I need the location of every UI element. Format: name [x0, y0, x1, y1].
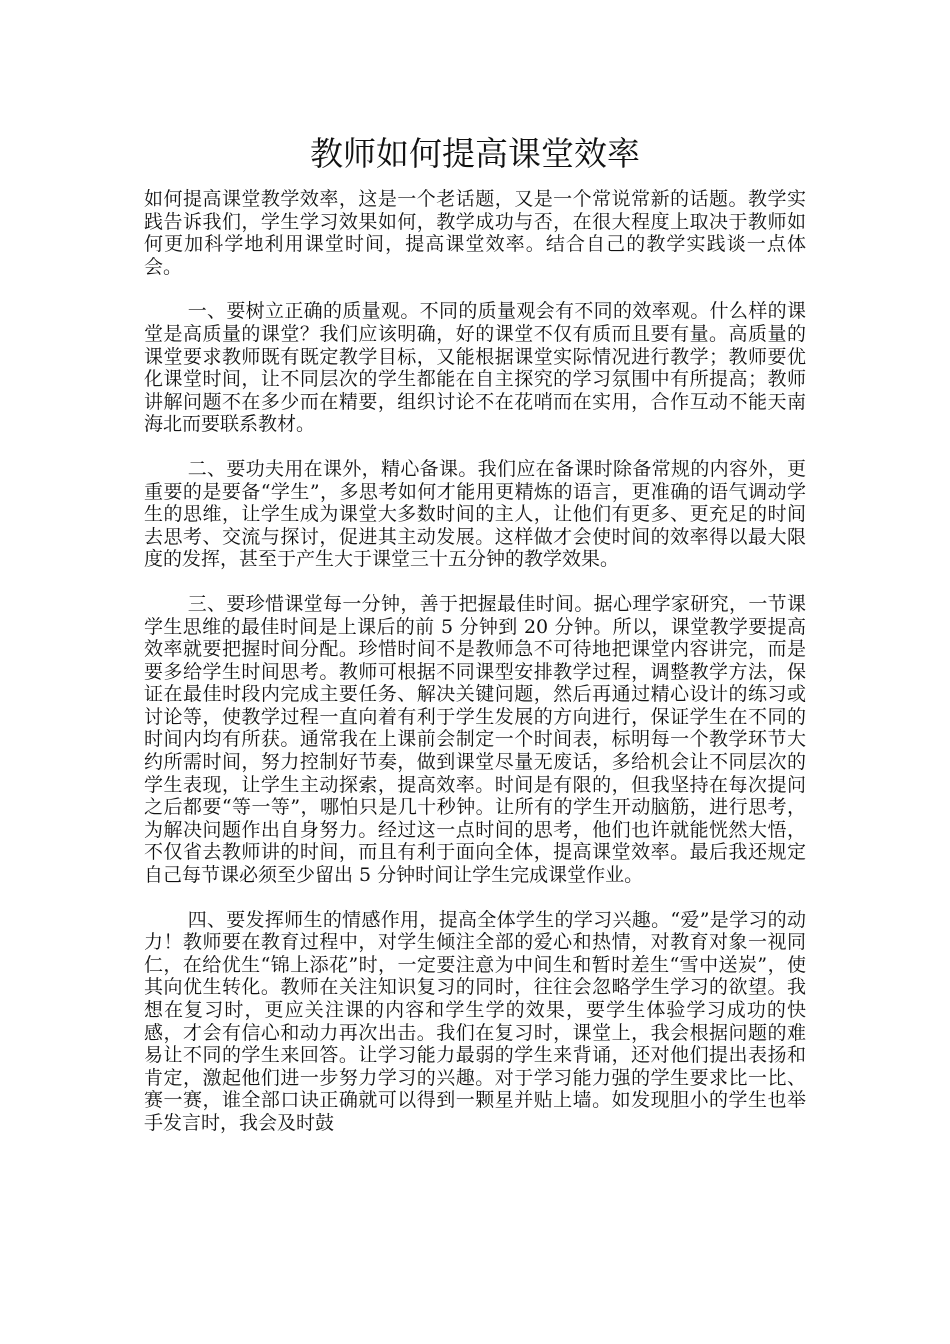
paragraph-point-three: 三、要珍惜课堂每一分钟，善于把握最佳时间。据心理学家研究，一节课学生思维的最佳时间是上课后的前 5 分钟到 20 分钟。所以，课堂教学要提高效率就要把握时间分配。珍惜时间不是教师急不可待地把课堂内容讲完，而是要多给学生时间思考。教师可根据不同课型安排教学过程，调整教学方法，保证在最佳时段内完成主要任务、解决关键问题，然后再通过精心设计的练习或讨论等，使教学过程一直向着有利于学生发展的方向进行，保证学生在不同的时间内均有所获。通常我在上课前会制定一个时间表，标明每一个教学环节大约所需时间，努力控制好节奏，做到课堂尽量无废话，多给机会让不同层次的学生表现，让学生主动探索，提高效率。时间是有限的，但我坚持在每次提问之后都要“等一等”，哪怕只是几十秒钟。让所有的学生开动脑筋，进行思考，为解决问题作出自身努力。经过这一点时间的思考，他们也许就能恍然大悟，不仅省去教师讲的时间，而且有利于面向全体，提高课堂效率。最后我还规定自己每节课必须至少留出 5 分钟时间让学生完成课堂作业。	[144, 592, 806, 887]
document-title: 教师如何提高课堂效率	[310, 134, 640, 173]
paragraph-intro: 如何提高课堂教学效率，这是一个老话题，又是一个常说常新的话题。教学实践告诉我们，学生学习效果如何，教学成功与否，在很大程度上取决于教师如何更加科学地利用课堂时间，提高课堂效率。结合自己的教学实践谈一点体会。	[144, 188, 806, 278]
paragraph-point-one: 一、要树立正确的质量观。不同的质量观会有不同的效率观。什么样的课堂是高质量的课堂？我们应该明确，好的课堂不仅有质而且要有量。高质量的课堂要求教师既有既定教学目标，又能根据课堂实际情况进行教学；教师要优化课堂时间，让不同层次的学生都能在自主探究的学习氛围中有所提高；教师讲解问题不在多少而在精要，组织讨论不在花哨而在实用，合作互动不能天南海北而要联系教材。	[144, 300, 806, 436]
paragraph-point-four: 四、要发挥师生的情感作用，提高全体学生的学习兴趣。“爱”是学习的动力！教师要在教育过程中，对学生倾注全部的爱心和热情，对教育对象一视同仁，在给优生“锦上添花”时，一定要注意为中间生和暂时差生“雪中送炭”，使其向优生转化。教师在关注知识复习的同时，往往会忽略学生学习的欲望。我想在复习时，更应关注课的内容和学生学的效果，要学生体验学习成功的快感，才会有信心和动力再次出击。我们在复习时，课堂上，我会根据问题的难易让不同的学生来回答。让学习能力最弱的学生来背诵，还对他们提出表扬和肯定，激起他们进一步努力学习的兴趣。对于学习能力强的学生要求比一比、赛一赛，谁全部口诀正确就可以得到一颗星并贴上墙。如发现胆小的学生也举手发言时，我会及时鼓	[144, 908, 806, 1134]
paragraph-point-two: 二、要功夫用在课外，精心备课。我们应在备课时除备常规的内容外，更重要的是要备“学生”，多思考如何才能用更精炼的语言，更准确的语气调动学生的思维，让学生成为课堂大多数时间的主人，让他们有更多、更充足的时间去思考、交流与探讨，促进其主动发展。这样做才会使时间的效率得以最大限度的发挥，甚至于产生大于课堂三十五分钟的教学效果。	[144, 457, 806, 571]
document-page	[144, 128, 806, 1157]
